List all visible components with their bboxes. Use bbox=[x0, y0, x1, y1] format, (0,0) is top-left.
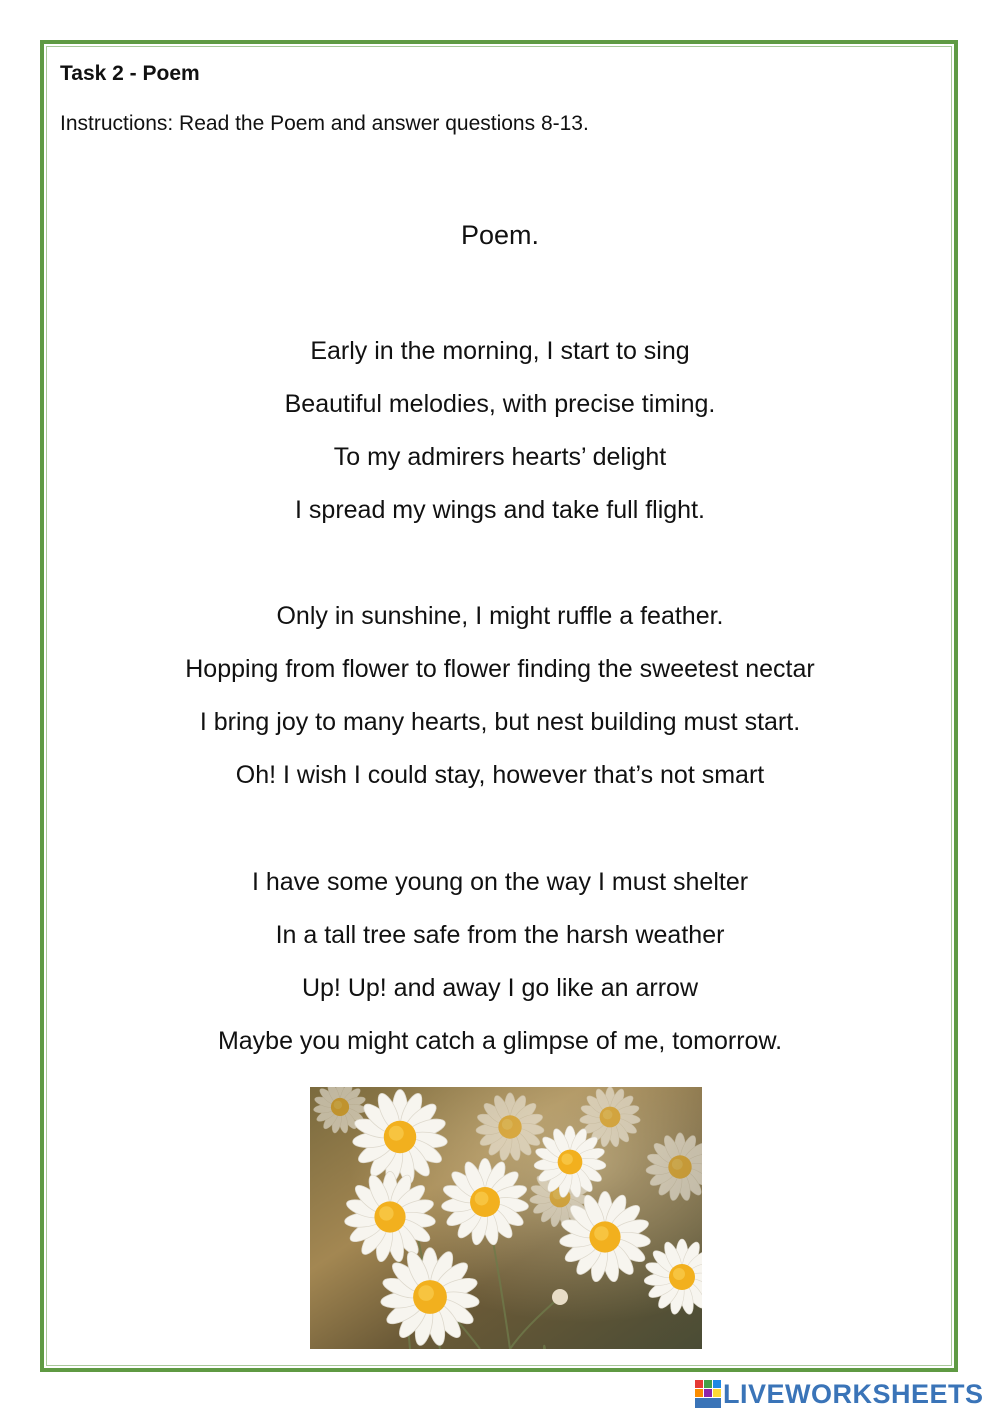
poem-line: In a tall tree safe from the harsh weather bbox=[275, 921, 725, 949]
poem-line: Oh! I wish I could stay, however that’s not smart bbox=[235, 761, 765, 789]
poem-line: Beautiful melodies, with precise timing. bbox=[284, 390, 716, 418]
poem-line: Up! Up! and away I go like an arrow bbox=[301, 974, 699, 1002]
task-title: Task 2 - Poem bbox=[60, 62, 200, 85]
poem-line: Hopping from flower to flower finding the sweetest nectar bbox=[185, 655, 815, 683]
stanza-3 bbox=[0, 862, 1000, 1074]
logo-text: LIVEWORKSHEETS bbox=[723, 1379, 984, 1409]
poem-line: Maybe you might catch a glimpse of me, tomorrow. bbox=[217, 1027, 783, 1055]
poem-line: To my admirers hearts’ delight bbox=[333, 443, 667, 471]
logo-mark-icon bbox=[695, 1380, 721, 1410]
stanza-1 bbox=[0, 331, 1000, 543]
poem-line: I bring joy to many hearts, but nest building must start. bbox=[199, 708, 801, 736]
poem-line: Early in the morning, I start to sing bbox=[310, 337, 690, 365]
poem-heading: Poem. bbox=[460, 220, 540, 250]
liveworksheets-logo bbox=[695, 1378, 995, 1410]
poem-line: Only in sunshine, I might ruffle a feather. bbox=[276, 602, 724, 630]
poem-line: I have some young on the way I must shelter bbox=[251, 868, 749, 896]
stanza-2 bbox=[0, 596, 1000, 808]
poem-line: I spread my wings and take full flight. bbox=[295, 496, 705, 524]
daisy-photo bbox=[310, 1087, 702, 1349]
instructions-text: Instructions: Read the Poem and answer questions 8-13. bbox=[60, 112, 589, 135]
